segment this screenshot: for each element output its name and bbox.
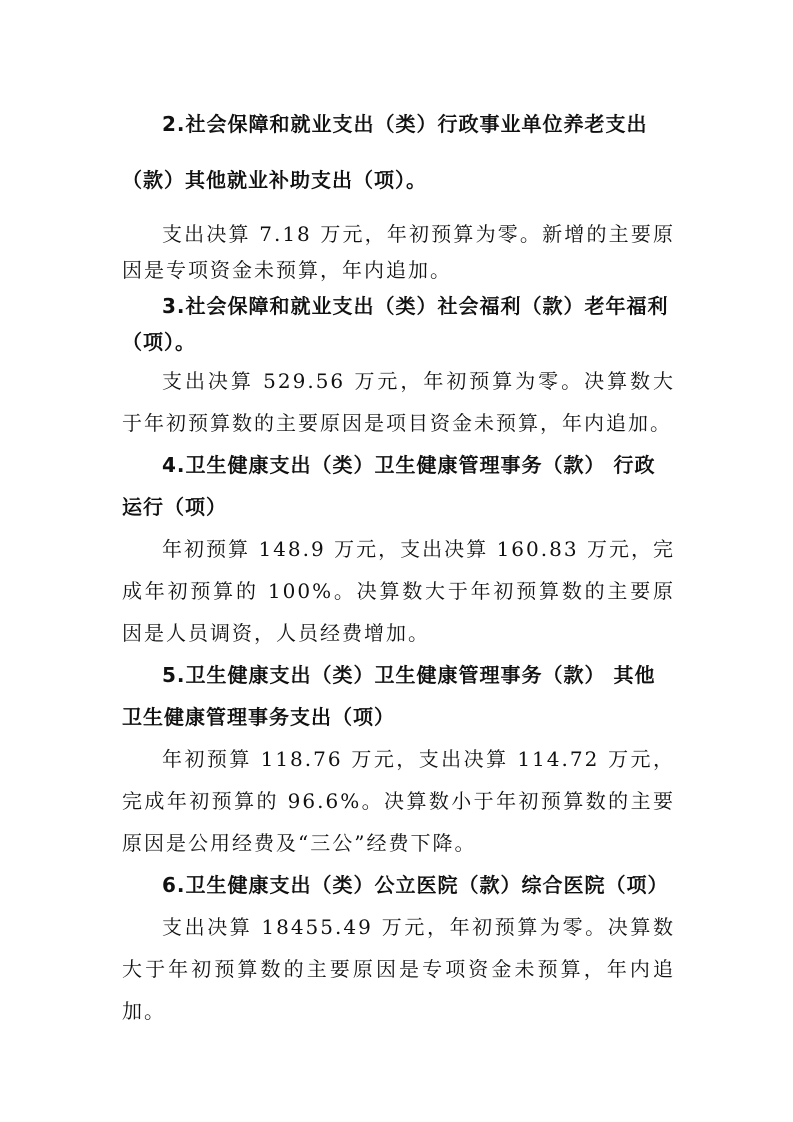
section-4 [122,444,675,654]
section-heading: 3.社会保障和就业支出（类）社会福利（款）老年福利（项）。 [122,294,669,354]
section-heading: 2.社会保障和就业支出（类）行政事业单位养老支出（款）其他就业补助支出（项）。 [122,112,648,192]
section-6 [122,864,675,1032]
section-heading: 5.卫生健康支出（类）卫生健康管理事务（款） 其他卫生健康管理事务支出（项） [122,663,656,729]
section-5 [122,654,675,864]
section-2 [122,96,675,288]
section-heading: 6.卫生健康支出（类）公立医院（款）综合医院（项） [162,873,669,897]
section-3 [122,288,675,444]
section-body: 支出决算 18455.49 万元，年初预算为零。决算数大于年初预算数的主要原因是专项资金未预算，年内追加。 [122,915,675,1023]
section-body: 支出决算 7.18 万元，年初预算为零。新增的主要原因是专项资金未预算，年内追加。 [122,222,675,282]
section-body: 年初预算 118.76 万元，支出决算 114.72 万元，完成年初预算的 96.6%。决算数小于年初预算数的主要原因是公用经费及“三公”经费下降。 [122,747,675,855]
section-body: 年初预算 148.9 万元，支出决算 160.83 万元，完成年初预算的 100%。决算数大于年初预算数的主要原因是人员调资，人员经费增加。 [122,537,675,645]
section-heading: 4.卫生健康支出（类）卫生健康管理事务（款） 行政运行（项） [122,453,656,519]
section-body: 支出决算 529.56 万元，年初预算为零。决算数大于年初预算数的主要原因是项目资金未预算，年内追加。 [122,369,675,435]
document-page [122,96,675,1032]
